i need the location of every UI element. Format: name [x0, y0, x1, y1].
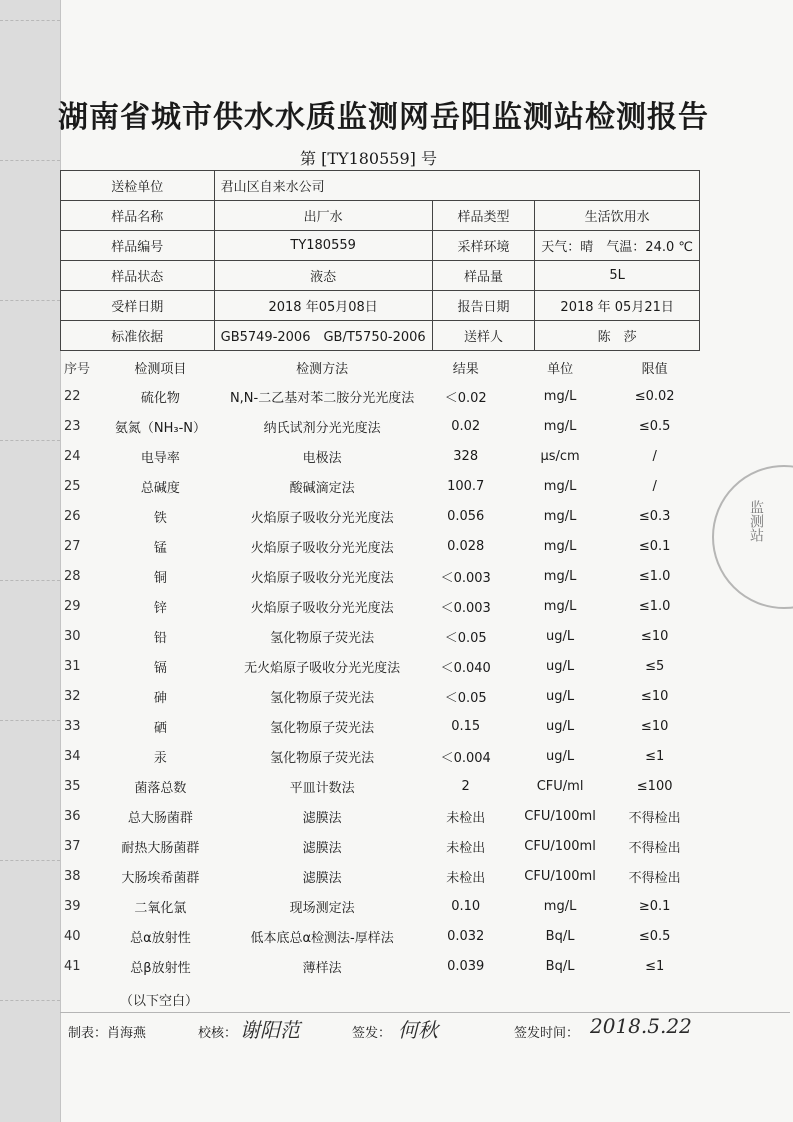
- row-unit: mg/L: [543, 598, 577, 614]
- row-item: 电导率: [140, 450, 180, 466]
- row-unit: ug/L: [546, 628, 575, 644]
- row-result: ＜0.004: [440, 750, 491, 766]
- row-item: 镉: [153, 660, 167, 676]
- row-result: 未检出: [446, 840, 486, 856]
- row-no: 28: [64, 568, 81, 584]
- row-no: 36: [64, 808, 81, 824]
- result-row: [60, 801, 700, 831]
- col-header-method: 检测方法: [296, 361, 349, 377]
- row-result: 0.056: [447, 508, 485, 524]
- sender-value: 君山区自来水公司: [214, 171, 699, 201]
- row-result: 100.7: [447, 478, 485, 494]
- row-item: 总大肠菌群: [127, 810, 193, 826]
- row-result: ＜0.05: [444, 690, 487, 706]
- row-limit: ≤5: [645, 658, 665, 674]
- row-result: 未检出: [446, 810, 486, 826]
- result-row: [60, 651, 700, 681]
- row-method: 现场测定法: [289, 900, 355, 916]
- row-no: 25: [64, 478, 81, 494]
- row-unit: ug/L: [546, 718, 575, 734]
- sample-type-value: 生活饮用水: [535, 201, 700, 231]
- result-row: [60, 591, 700, 621]
- row-item: 砷: [153, 690, 167, 706]
- result-row: [60, 711, 700, 741]
- row-item: 二氧化氯: [134, 900, 187, 916]
- row-limit: /: [652, 448, 657, 464]
- receive-date-value: 2018 年05月08日: [214, 291, 432, 321]
- row-result: ＜0.05: [444, 630, 487, 646]
- row-method: 火焰原子吸收分光光度法: [250, 600, 394, 616]
- standard-label: 标准依据: [61, 321, 215, 351]
- row-limit: ≤1: [645, 748, 665, 764]
- row-limit: 不得检出: [628, 810, 681, 826]
- footer-rule: [60, 1012, 790, 1013]
- row-no: 39: [64, 898, 81, 914]
- row-limit: ≤0.5: [638, 418, 671, 434]
- result-row: [60, 441, 700, 471]
- issue-time-value: 2018.5.22: [590, 1014, 692, 1038]
- info-row: [61, 171, 700, 201]
- result-row: [60, 681, 700, 711]
- row-limit: ≤10: [640, 688, 669, 704]
- result-row: [60, 951, 700, 981]
- results-header-row: [60, 353, 700, 381]
- row-no: 38: [64, 868, 81, 884]
- info-row: [61, 261, 700, 291]
- sample-code-label: 样品编号: [61, 231, 215, 261]
- row-item: 氨氮（NH₃-N）: [114, 420, 206, 436]
- row-no: 23: [64, 418, 81, 434]
- row-limit: ≤0.02: [634, 388, 675, 404]
- row-method: 酸碱滴定法: [289, 480, 355, 496]
- results-table: [60, 353, 700, 981]
- sender-label: 送检单位: [61, 171, 215, 201]
- row-result: 未检出: [446, 870, 486, 886]
- sampler-label: 送样人: [432, 321, 535, 351]
- row-method: 氢化物原子荧光法: [270, 630, 375, 646]
- row-method: 火焰原子吸收分光光度法: [250, 510, 394, 526]
- sampling-env-value: 天气：晴 气温：24.0 ℃: [535, 231, 700, 261]
- row-no: 35: [64, 778, 81, 794]
- row-result: 2: [461, 778, 470, 794]
- result-row: [60, 501, 700, 531]
- row-result: 0.02: [451, 418, 481, 434]
- sampler-value: 陈 莎: [535, 321, 700, 351]
- row-result: ＜0.003: [440, 600, 491, 616]
- col-header-unit: 单位: [547, 361, 574, 377]
- row-result: ＜0.02: [444, 390, 487, 406]
- official-seal-text: 监测站: [748, 500, 764, 542]
- result-row: [60, 531, 700, 561]
- row-limit: ≤0.5: [638, 928, 671, 944]
- row-method: 滤膜法: [302, 870, 342, 886]
- row-item: 菌落总数: [134, 780, 187, 796]
- row-method: 薄样法: [302, 960, 342, 976]
- row-method: 平皿计数法: [289, 780, 355, 796]
- row-no: 24: [64, 448, 81, 464]
- row-result: 0.15: [451, 718, 481, 734]
- report-date-label: 报告日期: [432, 291, 535, 321]
- row-item: 铅: [153, 630, 167, 646]
- row-no: 40: [64, 928, 81, 944]
- result-row: [60, 921, 700, 951]
- row-item: 硒: [153, 720, 167, 736]
- issue-time-label: 签发时间：: [514, 1026, 580, 1041]
- row-result: 0.10: [451, 898, 481, 914]
- row-item: 总α放射性: [130, 930, 191, 946]
- info-row: [61, 291, 700, 321]
- row-unit: mg/L: [543, 478, 577, 494]
- row-no: 22: [64, 388, 81, 404]
- result-row: [60, 861, 700, 891]
- row-unit: ug/L: [546, 748, 575, 764]
- result-row: [60, 381, 700, 411]
- result-row: [60, 891, 700, 921]
- row-no: 32: [64, 688, 81, 704]
- row-unit: µs/cm: [540, 448, 580, 464]
- info-row: [61, 231, 700, 261]
- row-no: 31: [64, 658, 81, 674]
- row-no: 29: [64, 598, 81, 614]
- row-unit: CFU/ml: [536, 778, 584, 794]
- row-item: 总碱度: [140, 480, 180, 496]
- row-item: 耐热大肠菌群: [121, 840, 200, 856]
- sampling-env-label: 采样环境: [432, 231, 535, 261]
- info-row: [61, 321, 700, 351]
- row-result: 0.032: [447, 928, 485, 944]
- receive-date-label: 受样日期: [61, 291, 215, 321]
- row-no: 41: [64, 958, 81, 974]
- row-method: 氢化物原子荧光法: [270, 750, 375, 766]
- row-unit: Bq/L: [545, 928, 575, 944]
- sample-info-table: [60, 170, 700, 351]
- sample-state-value: 液态: [214, 261, 432, 291]
- row-limit: ≤100: [636, 778, 673, 794]
- result-row: [60, 831, 700, 861]
- result-row: [60, 561, 700, 591]
- row-unit: mg/L: [543, 508, 577, 524]
- sample-qty-value: 5L: [535, 261, 700, 291]
- checked-by-signature: 谢阳范: [240, 1018, 300, 1042]
- sample-type-label: 样品类型: [432, 201, 535, 231]
- row-result: 0.039: [447, 958, 485, 974]
- row-no: 37: [64, 838, 81, 854]
- row-item: 铜: [153, 570, 167, 586]
- sample-qty-label: 样品量: [432, 261, 535, 291]
- report-date-value: 2018 年 05月21日: [535, 291, 700, 321]
- row-method: N,N-二乙基对苯二胺分光光度法: [229, 390, 415, 406]
- row-method: 火焰原子吸收分光光度法: [250, 540, 394, 556]
- row-no: 34: [64, 748, 81, 764]
- row-item: 硫化物: [140, 390, 180, 406]
- col-header-no: 序号: [64, 361, 91, 377]
- row-unit: mg/L: [543, 898, 577, 914]
- info-row: [61, 201, 700, 231]
- row-limit: ≤1.0: [638, 598, 671, 614]
- report-serial: 第 [TY180559] 号: [300, 149, 437, 168]
- row-method: 氢化物原子荧光法: [270, 690, 375, 706]
- row-no: 33: [64, 718, 81, 734]
- row-method: 火焰原子吸收分光光度法: [250, 570, 394, 586]
- row-method: 低本底总α检测法-厚样法: [250, 930, 394, 946]
- row-result: ＜0.040: [440, 660, 491, 676]
- row-unit: mg/L: [543, 418, 577, 434]
- row-result: 0.028: [447, 538, 485, 554]
- row-limit: ≤0.1: [638, 538, 671, 554]
- row-method: 无火焰原子吸收分光光度法: [244, 660, 401, 676]
- row-unit: ug/L: [546, 658, 575, 674]
- row-unit: Bq/L: [545, 958, 575, 974]
- col-header-limit: 限值: [641, 361, 668, 377]
- row-method: 氢化物原子荧光法: [270, 720, 375, 736]
- row-item: 大肠埃希菌群: [121, 870, 200, 886]
- row-limit: ≤0.3: [638, 508, 671, 524]
- row-method: 纳氏试剂分光光度法: [263, 420, 381, 436]
- result-row: [60, 771, 700, 801]
- row-unit: ug/L: [546, 688, 575, 704]
- result-row: [60, 411, 700, 441]
- row-unit: CFU/100ml: [524, 838, 596, 854]
- row-unit: mg/L: [543, 568, 577, 584]
- sample-name-label: 样品名称: [61, 201, 215, 231]
- report-title: 湖南省城市供水水质监测网岳阳监测站检测报告: [58, 100, 709, 135]
- blank-note: （以下空白）: [120, 994, 199, 1009]
- row-item: 总β放射性: [130, 960, 191, 976]
- sample-state-label: 样品状态: [61, 261, 215, 291]
- row-item: 锰: [153, 540, 167, 556]
- row-limit: ≤1: [645, 958, 665, 974]
- binding-margin: [0, 0, 61, 1122]
- row-limit: ≥0.1: [638, 898, 671, 914]
- row-item: 汞: [153, 750, 167, 766]
- row-item: 铁: [153, 510, 167, 526]
- result-row: [60, 471, 700, 501]
- row-limit: 不得检出: [628, 870, 681, 886]
- issued-by-signature: 何秋: [398, 1018, 438, 1042]
- row-limit: 不得检出: [628, 840, 681, 856]
- checked-by-label: 校核：: [198, 1026, 238, 1041]
- standard-value: GB5749-2006 GB/T5750-2006: [214, 321, 432, 351]
- row-unit: CFU/100ml: [524, 868, 596, 884]
- col-header-item: 检测项目: [134, 361, 187, 377]
- row-result: ＜0.003: [440, 570, 491, 586]
- row-method: 滤膜法: [302, 840, 342, 856]
- row-method: 电极法: [302, 450, 342, 466]
- prepared-by: 制表：肖海燕: [68, 1026, 147, 1041]
- row-no: 27: [64, 538, 81, 554]
- row-limit: /: [652, 478, 657, 494]
- row-unit: CFU/100ml: [524, 808, 596, 824]
- row-no: 26: [64, 508, 81, 524]
- row-unit: mg/L: [543, 388, 577, 404]
- row-unit: mg/L: [543, 538, 577, 554]
- row-no: 30: [64, 628, 81, 644]
- row-item: 锌: [153, 600, 167, 616]
- row-method: 滤膜法: [302, 810, 342, 826]
- row-limit: ≤10: [640, 628, 669, 644]
- row-limit: ≤10: [640, 718, 669, 734]
- result-row: [60, 621, 700, 651]
- sample-code-value: TY180559: [214, 231, 432, 261]
- row-limit: ≤1.0: [638, 568, 671, 584]
- sample-name-value: 出厂水: [214, 201, 432, 231]
- result-row: [60, 741, 700, 771]
- results-body: [60, 381, 700, 981]
- col-header-result: 结果: [452, 361, 479, 377]
- row-result: 328: [453, 448, 479, 464]
- issued-by-label: 签发：: [352, 1026, 392, 1041]
